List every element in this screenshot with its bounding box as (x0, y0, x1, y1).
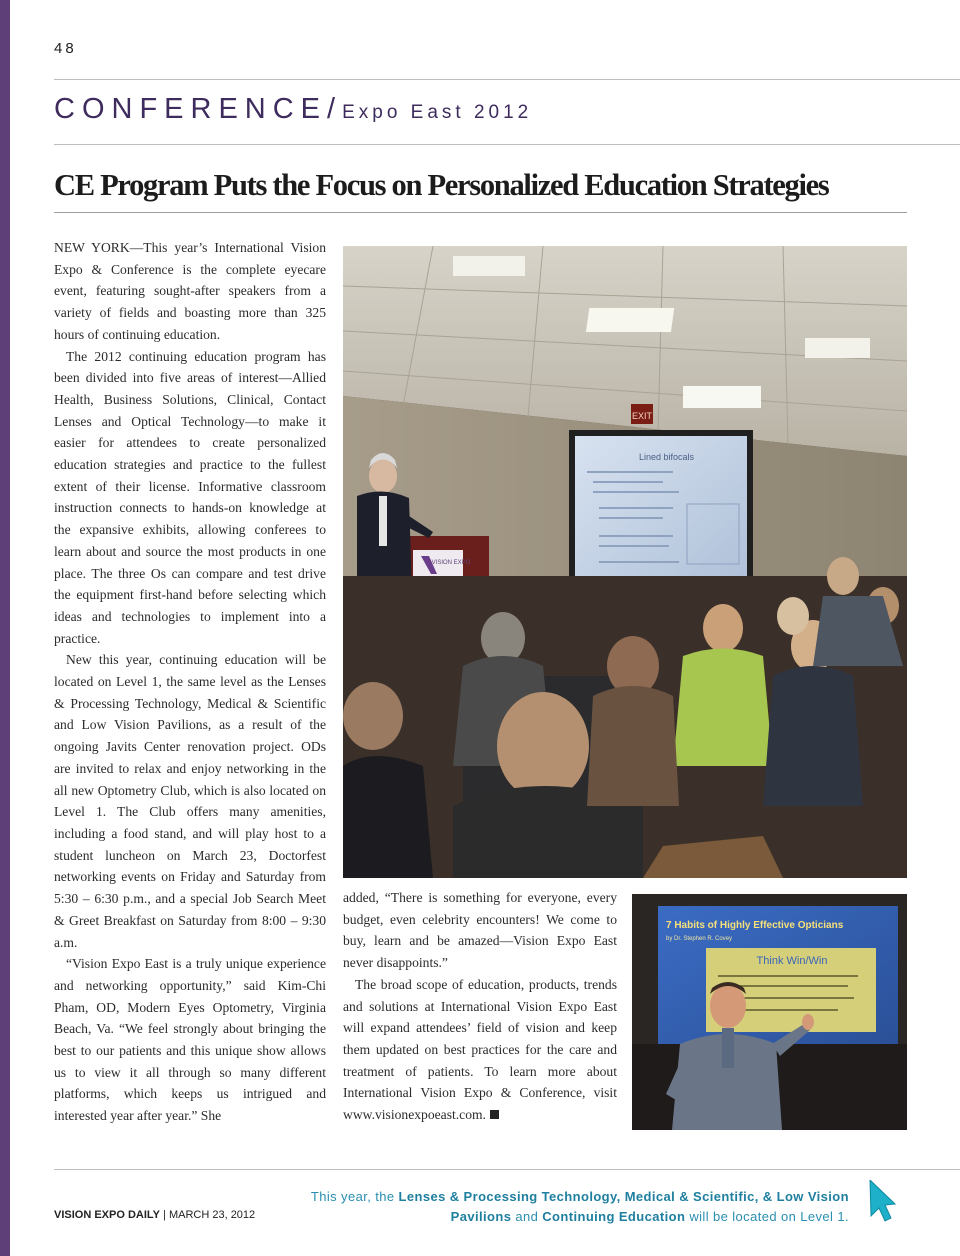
footer-publication-line (54, 1209, 255, 1221)
presenter-screen-title: 7 Habits of Highly Effective Opticians (666, 920, 844, 931)
conference-room-illustration (343, 246, 907, 878)
headline-rule (54, 212, 907, 213)
cursor-arrow-icon (868, 1180, 898, 1233)
footer-note (309, 1187, 849, 1227)
end-mark (490, 1110, 499, 1119)
conference-room-photo (343, 246, 907, 878)
footer-separator: | (159, 1209, 169, 1221)
header-rule-top (54, 79, 960, 80)
article-paragraph-6 (343, 974, 617, 1126)
section-slash: / (327, 93, 343, 125)
footer-rule (54, 1169, 960, 1170)
section-heading (54, 93, 532, 126)
footer-publication: VISION EXPO DAILY (54, 1209, 160, 1221)
exit-sign-text: EXIT (631, 411, 653, 421)
article-paragraph-3: New this year, continuing education will be located on Level 1, the same level as the Lenses & Processing Technology, Medical & Scientific and Low Vision Pavilions, as a result of the ongoing Javits Center renovation project. ODs are invited to relax and enjoy networking in the all new Optometry Club, which is also located on Level 1. The Club offers many amenities, including a food stand, and will play host to a student luncheon on March 23, Doctorfest networking events on Friday and Saturday from 5:30 – 6:30 p.m., and a special Job Search Meet & Greet Breakfast on Saturday from 8:00 – 9:30 a.m. (54, 652, 326, 950)
presenter-screen-byline: by Dr. Stephen R. Covey (666, 936, 733, 942)
article-headline: CE Program Puts the Focus on Personalized Education Strategies (54, 168, 829, 202)
podium-logo-text: VISION EXPO (431, 560, 471, 566)
screen-title-text: Lined bifocals (639, 452, 695, 462)
presenter-photo (632, 894, 907, 1130)
article-paragraph-4: “Vision Expo East is a truly unique experience and networking opportunity,” said Kim-Chi Pham, OD, Modern Eyes Optometry, Virginia Beach, Va. “We feel strongly about bringing the best to our patients and this unique show allows us to view it all through so many different platforms, which keeps us intrigued and interested year after year.” She (54, 956, 326, 1124)
section-sub: Expo East 2012 (342, 102, 533, 123)
article-paragraph-2: The 2012 continuing education program has been divided into five areas of interest—Allied Health, Business Solutions, Clinical, Contact Lenses and Optical Technology—to make it easier for attendees to create personalized education strategies and practice to the fullest extent of their license. Informative classroom instruction connects to hands-on knowledge at the expansive exhibits, allowing conferees to learn about and source the most products in one place. The three Os can compare and test drive the equipment first-hand before selecting which ideas and technologies to implement into a practice. (54, 348, 326, 646)
footer-date: MARCH 23, 2012 (168, 1209, 256, 1221)
section-main: CONFERENCE (54, 93, 328, 125)
article-paragraph-6-text: The broad scope of education, products, trends and solutions at International Vision Expo East will expand attendees’ field of vision and keep them updated on best practices for the care and treatment of patients. To learn more about International Vision Expo & Conference, visit www.visionexpoeast.com. (343, 976, 617, 1123)
article-paragraph-5: added, “There is something for everyone, every budget, even celebrity encounters! We come to buy, learn and be amazed—Vision Expo East never disappoints.” (343, 890, 617, 971)
article-column-1 (54, 237, 326, 1127)
purple-spine-bar (0, 0, 10, 1256)
footer-note-2: Lenses & Processing Technology, Medical & Scientific, & Low Vision Pavilions (398, 1189, 849, 1224)
footer-note-5: will be located on Level 1. (685, 1209, 849, 1224)
footer-note-3: and (511, 1209, 543, 1224)
footer-note-4: Continuing Education (542, 1209, 686, 1224)
page-number: 48 (54, 40, 77, 57)
header-rule-bottom (54, 144, 960, 145)
article-column-2 (343, 887, 617, 1126)
footer-note-1: This year, the (310, 1189, 399, 1204)
article-paragraph-1: NEW YORK—This year’s International Vision Expo & Conference is the complete eyecare event, featuring sought-after speakers from a variety of fields and boasting more than 325 hours of continuing education. (54, 240, 326, 342)
presenter-illustration (632, 894, 907, 1130)
presenter-screen-banner: Think Win/Win (756, 955, 828, 967)
